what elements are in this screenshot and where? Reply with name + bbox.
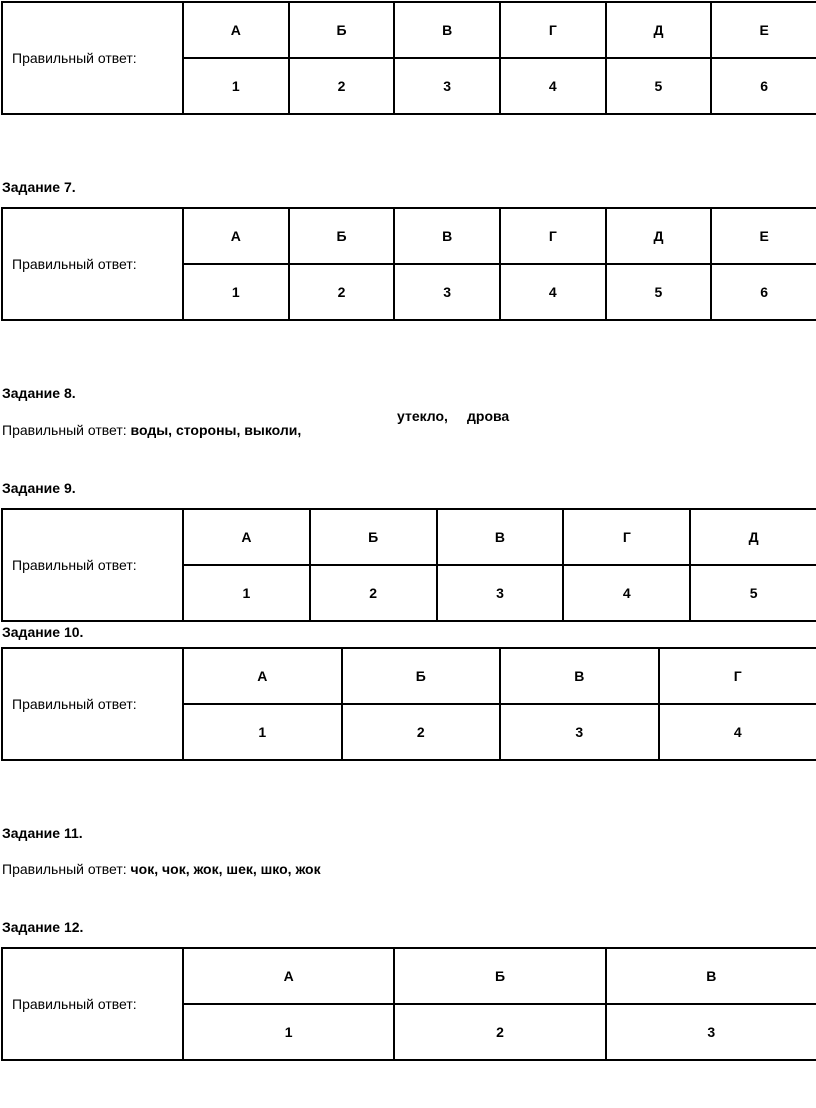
number-cell: 2 [289, 58, 395, 114]
number-cell: 2 [289, 264, 395, 320]
letter-cell: Е [711, 208, 816, 264]
letter-cell: Г [659, 648, 816, 704]
number-cell: 3 [500, 704, 659, 760]
answer-words: чок, чок, жок, шек, шко, жок [130, 861, 321, 877]
answer-table-10 [1, 647, 816, 761]
task-9-heading: Задание 9. [2, 480, 76, 496]
letter-cell: Б [342, 648, 501, 704]
letter-cell: А [183, 2, 289, 58]
number-cell: 1 [183, 264, 289, 320]
letter-cell: А [183, 509, 310, 565]
number-cell: 2 [342, 704, 501, 760]
letter-cell: Б [289, 208, 395, 264]
number-cell: 3 [606, 1004, 816, 1060]
answer-fragment: дрова [467, 408, 510, 424]
number-cell: 1 [183, 58, 289, 114]
letter-cell: А [183, 948, 394, 1004]
letter-cell: В [394, 2, 500, 58]
number-cell: 6 [711, 58, 816, 114]
task-8-answer-line [2, 422, 301, 438]
answer-label: Правильный ответ: [2, 509, 183, 621]
number-cell: 3 [394, 264, 500, 320]
answer-label: Правильный ответ: [2, 2, 183, 114]
letter-cell: Д [606, 2, 712, 58]
task-11-heading: Задание 11. [2, 825, 83, 841]
number-cell: 1 [183, 565, 310, 621]
letter-cell: Г [500, 208, 606, 264]
letter-cell: В [606, 948, 816, 1004]
letter-cell: Г [563, 509, 690, 565]
answer-table-6 [1, 1, 816, 115]
letter-cell: Б [394, 948, 605, 1004]
answer-prefix: Правильный ответ: [2, 422, 131, 438]
letter-cell: В [394, 208, 500, 264]
answer-label: Правильный ответ: [2, 948, 183, 1060]
number-cell: 3 [437, 565, 564, 621]
number-cell: 4 [500, 264, 606, 320]
answer-label: Правильный ответ: [2, 208, 183, 320]
answer-prefix: Правильный ответ: [2, 861, 131, 877]
answer-table-12 [1, 947, 816, 1061]
task-11-answer-line [2, 861, 321, 877]
letter-cell: В [500, 648, 659, 704]
number-cell: 5 [606, 58, 712, 114]
answer-label: Правильный ответ: [2, 648, 183, 760]
number-cell: 5 [606, 264, 712, 320]
task-8-heading: Задание 8. [2, 385, 76, 401]
number-cell: 6 [711, 264, 816, 320]
task-7-heading: Задание 7. [2, 179, 76, 195]
task-10-heading: Задание 10. [2, 624, 84, 640]
answer-fragment: утекло, [397, 408, 448, 424]
task-12-heading: Задание 12. [2, 919, 84, 935]
number-cell: 3 [394, 58, 500, 114]
number-cell: 1 [183, 1004, 394, 1060]
letter-cell: Б [310, 509, 437, 565]
letter-cell: Д [606, 208, 712, 264]
number-cell: 5 [690, 565, 816, 621]
number-cell: 4 [500, 58, 606, 114]
letter-cell: Е [711, 2, 816, 58]
answer-words: воды, стороны, выколи, [130, 422, 302, 438]
letter-cell: Г [500, 2, 606, 58]
number-cell: 2 [310, 565, 437, 621]
letter-cell: Д [690, 509, 816, 565]
number-cell: 4 [563, 565, 690, 621]
number-cell: 1 [183, 704, 342, 760]
answer-table-7 [1, 207, 816, 321]
number-cell: 4 [659, 704, 816, 760]
letter-cell: Б [289, 2, 395, 58]
letter-cell: А [183, 208, 289, 264]
answer-table-9 [1, 508, 816, 622]
number-cell: 2 [394, 1004, 605, 1060]
letter-cell: В [437, 509, 564, 565]
letter-cell: А [183, 648, 342, 704]
